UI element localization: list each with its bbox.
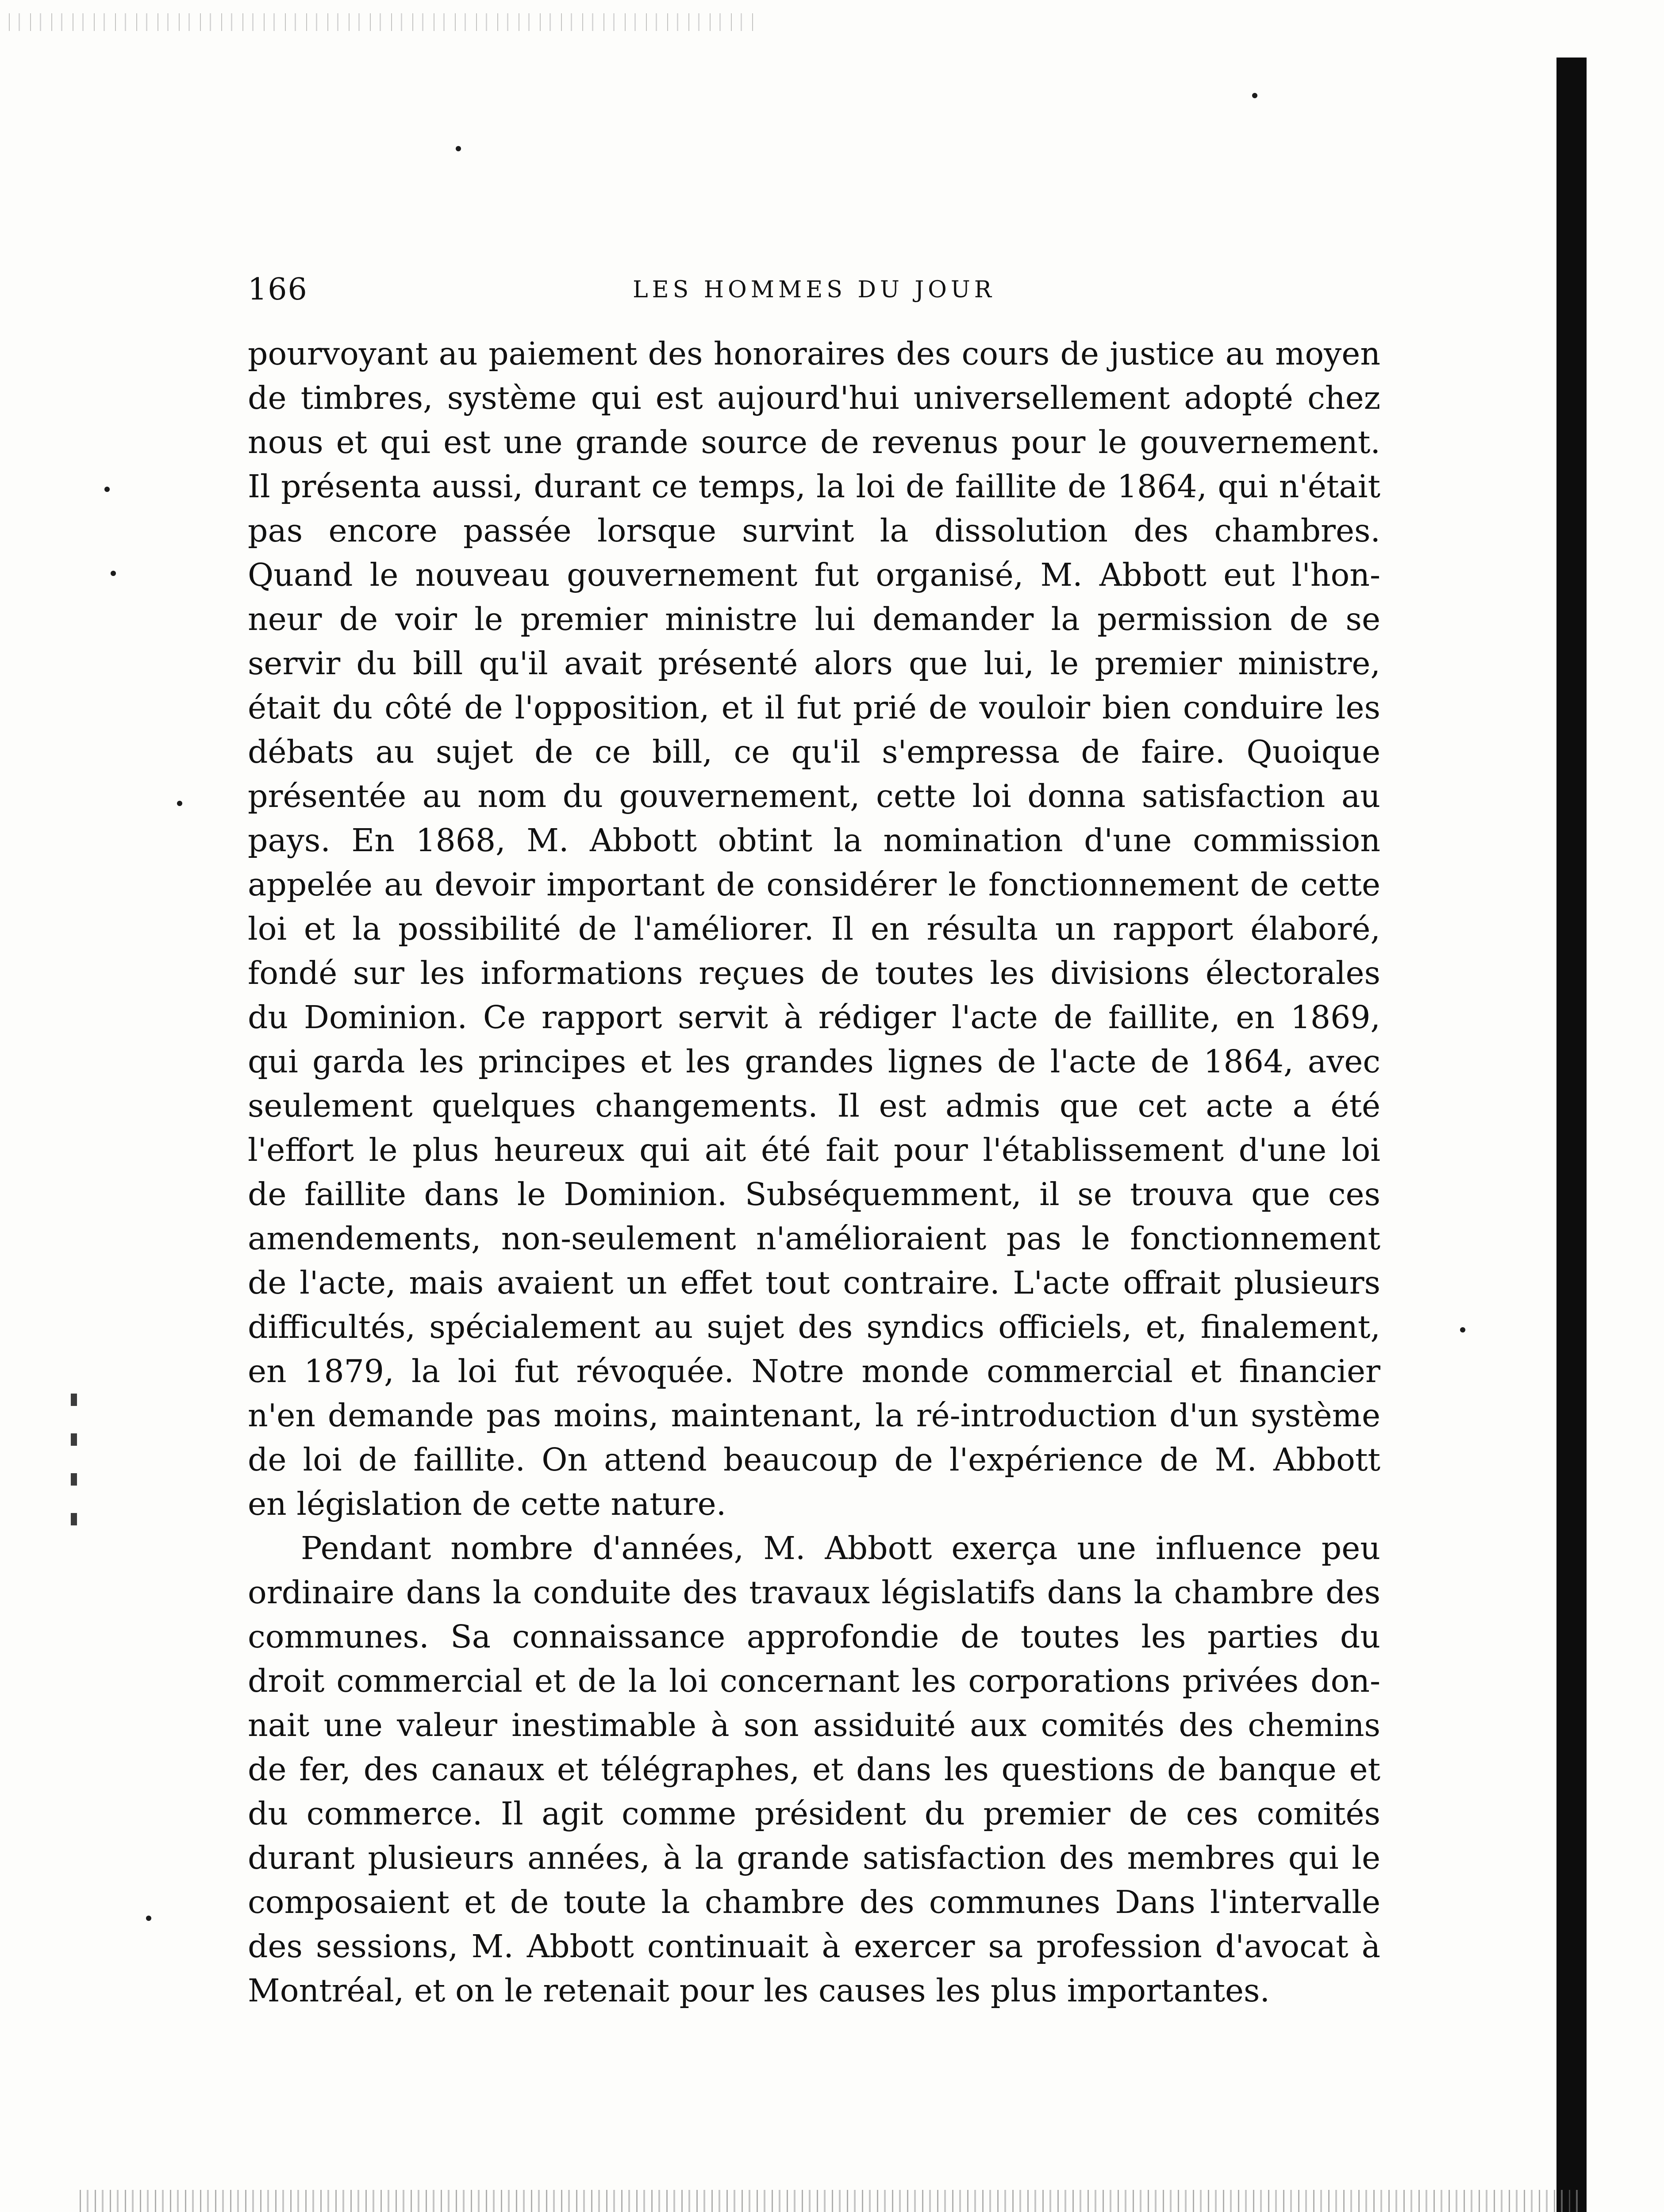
text-line: composaient et de toute la chambre des communes Dans l'intervalle — [248, 1884, 1380, 1920]
text-line: en législation de cette nature. — [248, 1486, 726, 1522]
text-line: présentée au nom du gouvernement, cette loi donna satisfaction au — [248, 778, 1380, 814]
binding-shadow — [1556, 58, 1587, 2212]
text-line: fondé sur les informations reçues de toutes les divisions électorales — [248, 955, 1380, 991]
text-line: du Dominion. Ce rapport servit à rédiger l'acte de faillite, en 1869, — [248, 999, 1380, 1036]
page-number: 166 — [248, 272, 308, 307]
speck — [111, 571, 116, 576]
running-head: LES HOMMES DU JOUR — [633, 276, 995, 303]
text-line: des sessions, M. Abbott continuait à exercer sa profession d'avocat à — [248, 1928, 1380, 1965]
text-line: n'en demande pas moins, maintenant, la ré-introduction d'un système — [248, 1397, 1380, 1434]
text-line: pourvoyant au paiement des honoraires des cours de justice au moyen — [248, 335, 1380, 372]
text-line: Il présenta aussi, durant ce temps, la loi de faillite de 1864, qui n'était — [248, 468, 1380, 505]
text-line: amendements, non-seulement n'amélioraient pas le fonctionnement — [248, 1220, 1380, 1257]
text-line: de faillite dans le Dominion. Subséquemment, il se trouva que ces — [248, 1176, 1380, 1213]
text-line: du commerce. Il agit comme président du premier de ces comités — [248, 1795, 1380, 1832]
margin-marks — [71, 1394, 77, 1535]
text-line: seulement quelques changements. Il est admis que cet acte a été — [248, 1087, 1380, 1124]
text-line: de timbres, système qui est aujourd'hui universellement adopté chez — [248, 380, 1380, 416]
text-line: difficultés, spécialement au sujet des syndics officiels, et, finalement, — [248, 1309, 1380, 1345]
speck — [456, 146, 461, 151]
paragraph — [248, 1526, 1380, 2013]
text-line: Quand le nouveau gouvernement fut organisé, M. Abbott eut l'hon- — [248, 557, 1380, 593]
text-line: communes. Sa connaissance approfondie de toutes les parties du — [248, 1618, 1380, 1655]
text-line: appelée au devoir important de considérer le fonctionnement de cette — [248, 866, 1380, 903]
speck — [146, 1916, 151, 1921]
text-line: en 1879, la loi fut révoquée. Notre monde commercial et financier — [248, 1353, 1380, 1390]
page-header — [248, 268, 1380, 312]
text-line: servir du bill qu'il avait présenté alors que lui, le premier ministre, — [248, 645, 1380, 682]
text-line: ordinaire dans la conduite des travaux législatifs dans la chambre des — [248, 1574, 1380, 1611]
text-line: pays. En 1868, M. Abbott obtint la nomination d'une commission — [248, 822, 1380, 859]
text-line: neur de voir le premier ministre lui demander la permission de se — [248, 601, 1380, 637]
body-text — [248, 332, 1380, 2013]
text-line: l'effort le plus heureux qui ait été fait pour l'établissement d'une loi — [248, 1132, 1380, 1168]
text-line: qui garda les principes et les grandes lignes de l'acte de 1864, avec — [248, 1043, 1380, 1080]
speck — [104, 487, 110, 492]
text-line: nous et qui est une grande source de revenus pour le gouvernement. — [248, 424, 1380, 461]
scan-noise-bottom — [80, 2190, 1584, 2212]
text-line: droit commercial et de la loi concernant les corporations privées don- — [248, 1663, 1380, 1699]
text-line: durant plusieurs années, à la grande satisfaction des membres qui le — [248, 1839, 1380, 1876]
speck — [177, 801, 182, 806]
speck — [1460, 1327, 1465, 1333]
text-line: loi et la possibilité de l'améliorer. Il en résulta un rapport élaboré, — [248, 910, 1380, 947]
text-line: de l'acte, mais avaient un effet tout contraire. L'acte offrait plusieurs — [248, 1264, 1380, 1301]
scan-noise-top — [9, 13, 761, 31]
text-line: débats au sujet de ce bill, ce qu'il s'empressa de faire. Quoique — [248, 733, 1380, 770]
text-line: de fer, des canaux et télégraphes, et dans les questions de banque et — [248, 1751, 1380, 1788]
text-line: nait une valeur inestimable à son assiduité aux comités des chemins — [248, 1707, 1380, 1743]
text-line: Montréal, et on le retenait pour les causes les plus importantes. — [248, 1972, 1270, 2009]
speck — [1252, 93, 1257, 98]
text-line: de loi de faillite. On attend beaucoup de l'expérience de M. Abbott — [248, 1441, 1380, 1478]
text-line: était du côté de l'opposition, et il fut prié de vouloir bien conduire les — [248, 689, 1380, 726]
paragraph — [248, 332, 1380, 1526]
text-line: pas encore passée lorsque survint la dissolution des chambres. — [248, 512, 1380, 549]
text-line: Pendant nombre d'années, M. Abbott exerça une influence peu — [301, 1530, 1380, 1567]
